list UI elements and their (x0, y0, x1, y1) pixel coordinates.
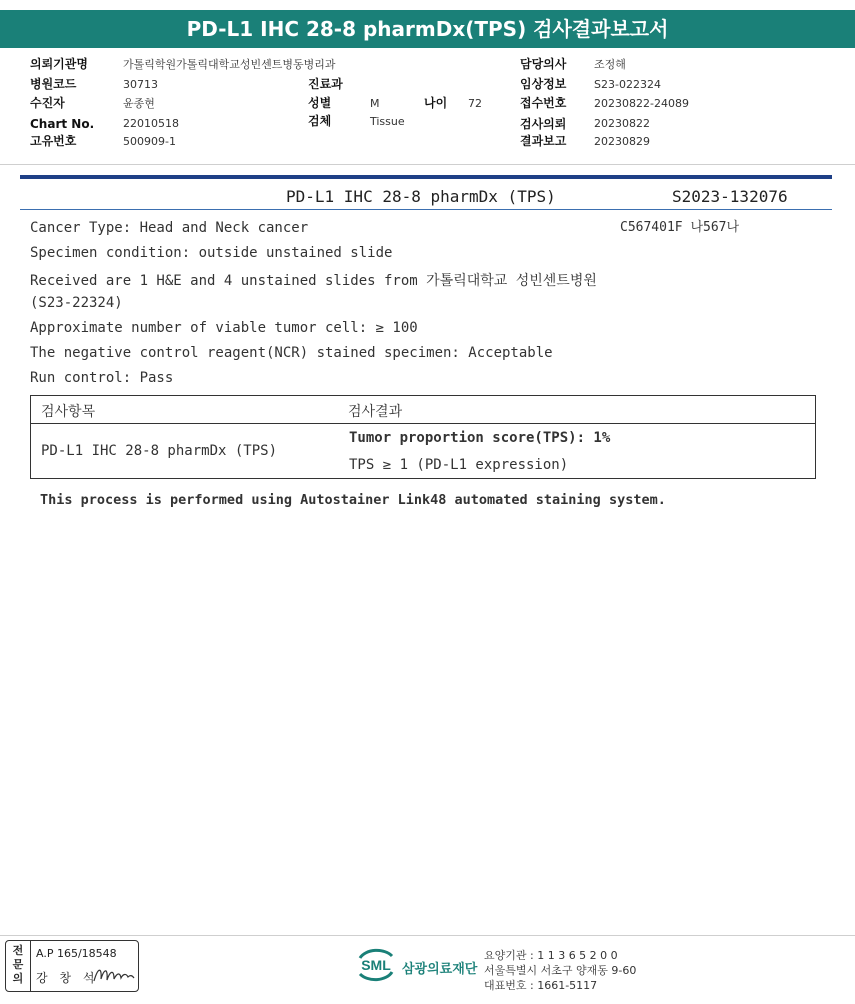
table-head-result: 검사결과 (348, 404, 403, 420)
institution-code-info: 요양기관 : 1 1 3 6 5 2 0 0 (484, 949, 618, 962)
unique-no-label: 고유번호 (30, 134, 77, 148)
header-row-institution (30, 56, 88, 72)
received-line: Received are 1 H&E and 4 unstained slides from 가톨릭대학교 성빈센트병원 (30, 273, 597, 289)
phone-info: 대표번호 : 1661-5117 (484, 979, 598, 992)
report-subtitle: PD-L1 IHC 28-8 pharmDx (TPS) (286, 187, 556, 206)
patient-label: 수진자 (30, 96, 65, 110)
institution-label: 의뢰기관명 (30, 57, 88, 71)
request-date-value: 20230822 (594, 117, 650, 130)
ncr-line: The negative control reagent(NCR) stained specimen: Acceptable (30, 345, 553, 361)
viable-tumor-line: Approximate number of viable tumor cell: ≥ 100 (30, 320, 418, 336)
pathologist-name: 강 창 석 (36, 971, 99, 985)
pathologist-signature-box (5, 940, 139, 992)
sml-logo-icon (356, 946, 396, 984)
specimen-label: 검체 (308, 114, 332, 128)
report-title: PD-L1 IHC 28-8 pharmDx(TPS) 검사결과보고서 (0, 10, 855, 48)
specialist-label: 전문의 (12, 944, 24, 985)
cancer-type-line: Cancer Type: Head and Neck cancer (30, 220, 309, 236)
process-note: This process is performed using Autostainer Link48 automated staining system. (40, 492, 666, 508)
org-name: 삼광의료재단 (402, 962, 478, 977)
hospital-code-label: 병원코드 (30, 77, 77, 91)
report-top-bar (20, 175, 832, 179)
receipt-no-label: 접수번호 (520, 96, 567, 110)
received-ref-line: (S23-22324) (30, 295, 123, 311)
specimen-condition-line: Specimen condition: outside unstained slide (30, 245, 393, 261)
sex-label: 성별 (308, 96, 332, 110)
table-header-divider (31, 423, 815, 424)
age-value: 72 (468, 97, 482, 110)
doctor-value: 조정해 (594, 58, 626, 71)
footer-divider (0, 935, 855, 936)
chart-no-value: 22010518 (123, 117, 179, 130)
table-item-name: PD-L1 IHC 28-8 pharmDx (TPS) (41, 443, 278, 459)
sub-code: C567401F 나567나 (620, 220, 740, 235)
address-info: 서울특별시 서초구 양재동 9-60 (484, 964, 637, 977)
department-label: 진료과 (308, 77, 343, 91)
age-label: 나이 (424, 96, 448, 110)
chart-no-label: Chart No. (30, 117, 95, 131)
patient-value: 윤종현 (123, 97, 155, 110)
case-number: S2023-132076 (672, 187, 788, 206)
logo-text: SML (361, 957, 391, 973)
pathologist-code: A.P 165/18548 (36, 947, 117, 960)
report-date-label: 결과보고 (520, 134, 567, 148)
header-divider (0, 164, 855, 165)
clinical-info-label: 임상정보 (520, 77, 567, 91)
signature-box-divider (30, 941, 31, 991)
hospital-code-value: 30713 (123, 78, 158, 91)
specimen-value: Tissue (370, 115, 405, 128)
clinical-info-value: S23-022324 (594, 78, 661, 91)
report-date-value: 20230829 (594, 135, 650, 148)
receipt-no-value: 20230822-24089 (594, 97, 689, 110)
request-date-label: 검사의뢰 (520, 117, 567, 131)
institution-value: 가톨릭학원가톨릭대학교성빈센트병동병리과 (123, 58, 336, 71)
report-title-underline (20, 209, 832, 210)
table-head-item: 검사항목 (41, 404, 96, 420)
run-control-line: Run control: Pass (30, 370, 174, 386)
table-result-expression: TPS ≥ 1 (PD-L1 expression) (349, 457, 569, 473)
signature-icon (92, 963, 136, 985)
result-table (30, 395, 816, 479)
unique-no-value: 500909-1 (123, 135, 176, 148)
table-result-score: Tumor proportion score(TPS): 1% (349, 430, 611, 446)
sex-value: M (370, 97, 380, 110)
doctor-label: 담당의사 (520, 57, 567, 71)
